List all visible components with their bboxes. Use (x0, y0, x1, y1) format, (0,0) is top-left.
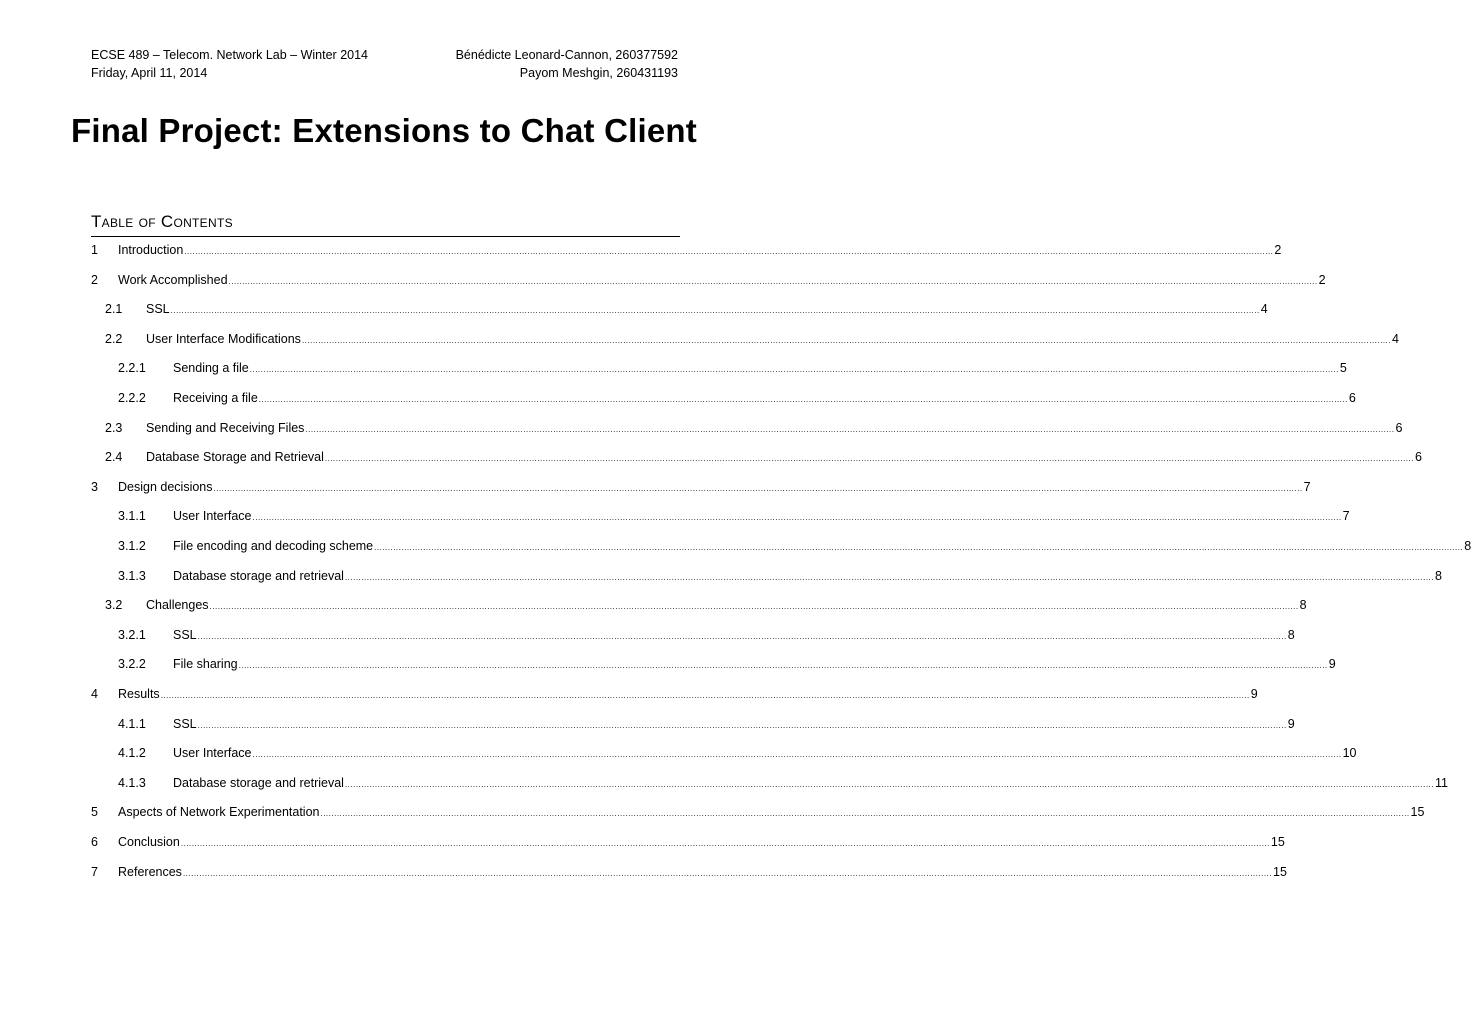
toc-entry[interactable] (91, 625, 1295, 645)
toc-entry-number: 2.1 (105, 302, 123, 317)
toc-entry-page: 2 (1318, 272, 1326, 287)
toc-entry-number: 2.2 (105, 331, 123, 346)
toc-entry[interactable] (91, 506, 1350, 526)
toc-entry-page: 8 (1464, 539, 1471, 553)
toc-entry-number: 2.2.2 (118, 391, 146, 405)
author-1: Bénédicte Leonard-Cannon, 260377592 (455, 48, 678, 62)
toc-entry-label: Conclusion (118, 835, 180, 849)
toc-entry-number: 4.1.2 (118, 746, 146, 761)
toc-entry-page: 15 (1410, 805, 1425, 820)
toc-entry[interactable] (91, 862, 1287, 882)
toc-entry-number: 2.2.1 (118, 361, 146, 376)
toc-leader-dots: ................................................................................................................................................................................................................................................................................................................................................................................................................ (170, 306, 1260, 316)
toc-entry-page: 4 (1392, 331, 1399, 346)
toc-leader-dots: ................................................................................................................................................................................................................................................................................................................................................................................................................ (301, 335, 1391, 345)
toc-leader-dots: ................................................................................................................................................................................................................................................................................................................................................................................................................ (320, 809, 1410, 819)
toc-leader-dots: ................................................................................................................................................................................................................................................................................................................................................................................................................ (209, 602, 1299, 612)
toc-leader-dots: ................................................................................................................................................................................................................................................................................................................................................................................................................ (180, 839, 1270, 848)
toc-entry[interactable] (91, 773, 1448, 793)
toc-entry-number: 4.1.1 (118, 716, 146, 731)
toc-entry-number: 3.2 (105, 598, 123, 613)
toc-entry[interactable] (91, 832, 1285, 852)
toc-leader-dots: ................................................................................................................................................................................................................................................................................................................................................................................................................ (184, 247, 1274, 256)
toc-entry-page: 10 (1342, 746, 1357, 761)
toc-leader-dots: ................................................................................................................................................................................................................................................................................................................................................................................................................ (258, 395, 1348, 404)
toc-entry[interactable] (91, 714, 1295, 734)
toc-leader-dots: ................................................................................................................................................................................................................................................................................................................................................................................................................ (182, 868, 1272, 878)
toc-entry-page: 6 (1395, 420, 1403, 435)
document-title: Final Project: Extensions to Chat Client (71, 112, 697, 149)
toc-entry-label: Introduction (118, 243, 184, 257)
toc-entry-number: 6 (91, 835, 98, 849)
toc-entry-number: 7 (91, 864, 98, 879)
toc-entry-number: 3 (91, 479, 98, 494)
toc-entry-page: 7 (1342, 509, 1350, 524)
toc-entry-label: Receiving a file (173, 391, 258, 405)
toc-entry-number: 2.4 (105, 450, 123, 465)
toc-entry[interactable] (91, 447, 1422, 467)
toc-entry-page: 15 (1273, 864, 1287, 879)
toc-entry[interactable] (91, 329, 1399, 349)
toc-heading: Table of Contents (91, 211, 680, 237)
toc-entry-page: 5 (1339, 361, 1347, 376)
toc-entry-label: Work Accomplished (118, 272, 228, 287)
toc-entry-label: User Interface Modifications (146, 331, 301, 346)
toc-entry[interactable] (91, 566, 1442, 586)
toc-entry-number: 3.2.2 (118, 657, 146, 672)
toc-entry-page: 6 (1414, 450, 1422, 465)
toc-leader-dots: ................................................................................................................................................................................................................................................................................................................................................................................................................ (374, 543, 1464, 552)
toc-leader-dots: ................................................................................................................................................................................................................................................................................................................................................................................................................ (324, 454, 1414, 464)
toc-entry[interactable] (91, 654, 1336, 674)
toc-entry-label: SSL (146, 302, 170, 317)
toc-entry-label: Sending and Receiving Files (146, 420, 305, 435)
toc-entry[interactable] (91, 240, 1282, 260)
toc-entry-label: Results (118, 687, 160, 701)
toc-entry-page: 15 (1270, 835, 1285, 849)
toc-entry-number: 4.1.3 (118, 775, 146, 790)
toc-entry-page: 8 (1435, 568, 1442, 583)
toc-entry-label: Database storage and retrieval (173, 775, 344, 790)
toc-entry[interactable] (91, 270, 1326, 290)
toc-leader-dots: ................................................................................................................................................................................................................................................................................................................................................................................................................ (197, 720, 1287, 730)
toc-leader-dots: ................................................................................................................................................................................................................................................................................................................................................................................................................ (238, 661, 1328, 671)
toc-entry-label: Design decisions (118, 479, 213, 494)
toc-leader-dots: ................................................................................................................................................................................................................................................................................................................................................................................................................ (228, 276, 1318, 286)
toc-leader-dots: ................................................................................................................................................................................................................................................................................................................................................................................................................ (252, 750, 1342, 760)
toc-entry[interactable] (91, 802, 1425, 822)
toc-entry[interactable] (91, 595, 1307, 615)
toc-leader-dots: ................................................................................................................................................................................................................................................................................................................................................................................................................ (252, 513, 1342, 523)
date-line: Friday, April 11, 2014 (91, 66, 208, 80)
toc-entry-label: Database Storage and Retrieval (146, 450, 324, 465)
toc-entry[interactable] (91, 477, 1311, 497)
toc-entry-page: 8 (1287, 627, 1295, 642)
toc-entry-label: Aspects of Network Experimentation (118, 805, 320, 820)
course-line: ECSE 489 – Telecom. Network Lab – Winter 2014 (91, 48, 368, 62)
toc-entry-page: 2 (1274, 243, 1282, 257)
toc-entry[interactable] (91, 299, 1268, 319)
author-2: Payom Meshgin, 260431193 (519, 66, 678, 80)
toc-leader-dots: ................................................................................................................................................................................................................................................................................................................................................................................................................ (160, 691, 1250, 700)
toc-entry-number: 5 (91, 805, 98, 820)
toc-leader-dots: ................................................................................................................................................................................................................................................................................................................................................................................................................ (305, 424, 1395, 434)
toc-entry-label: User Interface (173, 509, 252, 524)
toc-entry-label: User Interface (173, 746, 252, 761)
toc-entry-page: 9 (1328, 657, 1336, 672)
toc-leader-dots: ................................................................................................................................................................................................................................................................................................................................................................................................................ (213, 483, 1303, 493)
toc-entry-number: 2.3 (105, 420, 123, 435)
toc-entry-page: 9 (1287, 716, 1295, 731)
toc-entry-label: File sharing (173, 657, 238, 672)
toc-entry-label: SSL (173, 716, 197, 731)
toc-entry-page: 4 (1260, 302, 1268, 317)
toc-entry-number: 3.1.2 (118, 539, 146, 553)
toc-entry-label: Database storage and retrieval (173, 568, 344, 583)
toc-entry-page: 8 (1299, 598, 1307, 613)
toc-entry-label: Challenges (146, 598, 209, 613)
toc-leader-dots: ................................................................................................................................................................................................................................................................................................................................................................................................................ (344, 572, 1434, 582)
toc-entry-label: Sending a file (173, 361, 249, 376)
toc-entry-number: 1 (91, 243, 98, 257)
toc-entry[interactable] (91, 418, 1403, 438)
toc-leader-dots: ................................................................................................................................................................................................................................................................................................................................................................................................................ (249, 365, 1339, 375)
toc-entry[interactable] (91, 388, 1356, 408)
toc-entry-number: 3.2.1 (118, 627, 146, 642)
page-header (91, 46, 678, 82)
toc-leader-dots: ................................................................................................................................................................................................................................................................................................................................................................................................................ (197, 631, 1287, 641)
toc-entry-label: References (118, 864, 182, 879)
toc-entry-page: 9 (1250, 687, 1258, 701)
toc-entry[interactable] (91, 536, 1471, 556)
toc-entry-number: 4 (91, 687, 98, 701)
toc-leader-dots: ................................................................................................................................................................................................................................................................................................................................................................................................................ (344, 779, 1434, 789)
toc-entry-label: File encoding and decoding scheme (173, 539, 374, 553)
toc-entry-number: 2 (91, 272, 98, 287)
toc-entry-number: 3.1.3 (118, 568, 146, 583)
toc-entry-page: 11 (1435, 775, 1448, 790)
toc-entry[interactable] (91, 358, 1347, 378)
toc-entry-label: SSL (173, 627, 197, 642)
toc-entry-number: 3.1.1 (118, 509, 146, 524)
toc-entry[interactable] (91, 743, 1357, 763)
toc-entry[interactable] (91, 684, 1258, 704)
toc-entry-page: 6 (1348, 391, 1356, 405)
toc-entry-page: 7 (1303, 479, 1311, 494)
